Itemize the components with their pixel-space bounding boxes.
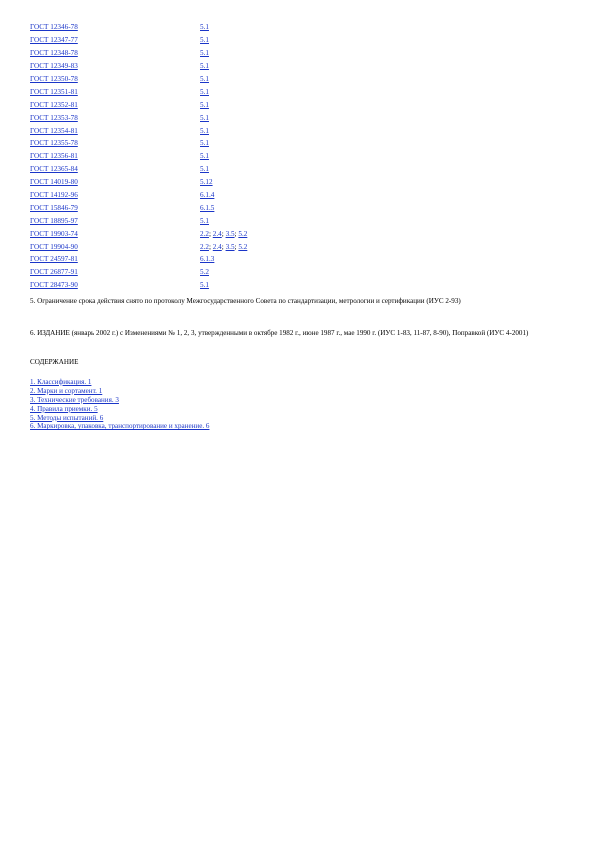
- reference-row: [30, 34, 430, 47]
- standard-link[interactable]: ГОСТ 12350-78: [30, 75, 78, 83]
- reference-clauses-cell: [200, 191, 214, 199]
- reference-standard-cell: [30, 152, 200, 160]
- reference-clauses-cell: [200, 36, 209, 44]
- standard-link[interactable]: ГОСТ 19903-74: [30, 229, 78, 238]
- reference-standard-cell: [30, 281, 200, 289]
- reference-standard-cell: [30, 255, 200, 263]
- clause-link[interactable]: 5.1: [200, 139, 209, 148]
- toc-link[interactable]: 6. Маркировка, упаковка, транспортирование и хранение. 6: [30, 422, 210, 431]
- clause-link[interactable]: 5.12: [200, 178, 213, 187]
- clause-link[interactable]: 5.1: [200, 62, 209, 71]
- standard-link[interactable]: ГОСТ 12349-83: [30, 62, 78, 71]
- standard-link[interactable]: ГОСТ 12347-77: [30, 36, 78, 45]
- reference-row: [30, 111, 430, 124]
- standard-link[interactable]: ГОСТ 12352-81: [30, 100, 78, 109]
- reference-row: [30, 60, 430, 73]
- clause-link[interactable]: 5.1: [200, 87, 209, 96]
- reference-clauses-cell: [200, 152, 209, 160]
- reference-row: [30, 124, 430, 137]
- reference-clauses-cell: [200, 49, 209, 57]
- reference-standard-cell: [30, 62, 200, 70]
- reference-row: [30, 227, 430, 240]
- reference-standard-cell: [30, 75, 200, 83]
- clause-link[interactable]: 5.1: [200, 113, 209, 122]
- standard-link[interactable]: ГОСТ 12356-81: [30, 152, 78, 161]
- clause-link[interactable]: 2.4: [212, 242, 222, 251]
- standard-link[interactable]: ГОСТ 12348-78: [30, 49, 78, 58]
- reference-clauses-cell: [200, 139, 209, 147]
- clause-link[interactable]: 3.5: [225, 242, 235, 251]
- reference-clauses-cell: [200, 23, 209, 31]
- toc-link[interactable]: 1. Классификация. 1: [30, 378, 92, 386]
- reference-row: [30, 150, 430, 163]
- reference-standard-cell: [30, 49, 200, 57]
- reference-clauses-cell: [200, 268, 209, 276]
- toc-link[interactable]: 3. Технические требования. 3: [30, 395, 119, 404]
- toc-item: [30, 378, 330, 387]
- reference-clauses-cell: [200, 88, 209, 96]
- reference-standard-cell: [30, 101, 200, 109]
- reference-row: [30, 137, 430, 150]
- reference-row: [30, 73, 430, 86]
- reference-row: [30, 253, 430, 266]
- clause-link[interactable]: 5.1: [200, 165, 209, 174]
- clause-link[interactable]: 5.1: [200, 75, 209, 83]
- reference-row: [30, 266, 430, 279]
- reference-standard-cell: [30, 114, 200, 122]
- toc-item: [30, 422, 330, 431]
- table-of-contents: [30, 378, 330, 431]
- clause-separator: ;: [221, 229, 226, 238]
- reference-row: [30, 240, 430, 253]
- reference-standard-cell: [30, 204, 200, 212]
- standard-link[interactable]: ГОСТ 14019-80: [30, 178, 78, 187]
- clause-separator: ;: [208, 229, 213, 238]
- reference-clauses-cell: [200, 255, 214, 263]
- paragraph-5: 5. Ограничение срока действия снято по протоколу Межгосударственного Совета по стандартизации, метрологии и сертификации (ИУС 2-93): [30, 297, 461, 305]
- reference-standard-cell: [30, 217, 200, 225]
- clause-link[interactable]: 5.1: [200, 36, 209, 45]
- clause-link[interactable]: 3.5: [225, 229, 235, 238]
- reference-row: [30, 214, 430, 227]
- toc-link[interactable]: 4. Правила приемки. 5: [30, 404, 98, 413]
- toc-item: [30, 405, 330, 414]
- clause-link[interactable]: 6.1.5: [200, 203, 215, 212]
- reference-standard-cell: [30, 139, 200, 147]
- standard-link[interactable]: ГОСТ 28473-90: [30, 281, 78, 290]
- reference-standard-cell: [30, 191, 200, 199]
- clause-link[interactable]: 5.2: [200, 268, 209, 277]
- clause-link[interactable]: 5.1: [200, 216, 209, 225]
- clause-separator: ;: [221, 242, 226, 251]
- clause-link[interactable]: 5.1: [200, 126, 209, 135]
- standard-link[interactable]: ГОСТ 18895-97: [30, 216, 78, 225]
- clause-link[interactable]: 5.2: [238, 242, 248, 251]
- standard-link[interactable]: ГОСТ 12351-81: [30, 87, 78, 96]
- standard-link[interactable]: ГОСТ 15846-79: [30, 203, 78, 212]
- reference-clauses-cell: [200, 114, 209, 122]
- standard-link[interactable]: ГОСТ 19904-90: [30, 242, 78, 251]
- reference-standard-cell: [30, 127, 200, 135]
- reference-clauses-cell: [200, 217, 209, 225]
- clause-link[interactable]: 5.1: [200, 49, 209, 58]
- reference-clauses-cell: [200, 204, 214, 212]
- reference-clauses-cell: [200, 178, 213, 186]
- clause-link[interactable]: 5.1: [200, 23, 209, 32]
- clause-separator: ;: [234, 242, 239, 251]
- reference-standard-cell: [30, 243, 200, 251]
- standard-link[interactable]: ГОСТ 24597-81: [30, 255, 78, 264]
- clause-link[interactable]: 5.2: [238, 229, 248, 238]
- clause-separator: ;: [234, 229, 239, 238]
- standard-link[interactable]: ГОСТ 14192-96: [30, 191, 78, 200]
- clause-link[interactable]: 5.1: [200, 100, 209, 109]
- reference-row: [30, 176, 430, 189]
- clause-separator: ;: [208, 242, 213, 251]
- toc-link[interactable]: 5. Методы испытаний. 6: [30, 413, 104, 422]
- reference-row: [30, 98, 430, 111]
- standard-link[interactable]: ГОСТ 12346-78: [30, 23, 78, 32]
- reference-clauses-cell: [200, 243, 247, 251]
- normative-references-table: [30, 21, 430, 292]
- reference-standard-cell: [30, 88, 200, 96]
- reference-clauses-cell: [200, 62, 209, 70]
- clause-link[interactable]: 2.2: [200, 242, 209, 251]
- standard-link[interactable]: ГОСТ 12354-81: [30, 126, 78, 135]
- reference-row: [30, 189, 430, 202]
- standard-link[interactable]: ГОСТ 12353-78: [30, 113, 78, 122]
- reference-row: [30, 163, 430, 176]
- reference-clauses-cell: [200, 101, 209, 109]
- reference-standard-cell: [30, 23, 200, 31]
- reference-standard-cell: [30, 178, 200, 186]
- clause-link[interactable]: 5.1: [200, 281, 209, 290]
- clause-link[interactable]: 5.1: [200, 152, 209, 161]
- clause-link[interactable]: 6.1.3: [200, 255, 215, 264]
- reference-clauses-cell: [200, 230, 247, 238]
- reference-clauses-cell: [200, 281, 209, 289]
- clause-link[interactable]: 6.1.4: [200, 191, 215, 200]
- toc-item: [30, 396, 330, 405]
- reference-clauses-cell: [200, 165, 209, 173]
- reference-standard-cell: [30, 36, 200, 44]
- standard-link[interactable]: ГОСТ 12365-84: [30, 165, 78, 174]
- reference-clauses-cell: [200, 75, 209, 83]
- reference-row: [30, 85, 430, 98]
- toc-item: [30, 414, 330, 423]
- toc-item: [30, 387, 330, 396]
- paragraph-6: 6. ИЗДАНИЕ (январь 2002 г.) с Изменениями № 1, 2, 3, утвержденными в октябре 1982 г., июне 1987 г., мае 1990 г. (ИУС 1-83, 11-87, 8-90), Поправкой (ИУС 4-2001): [30, 329, 529, 337]
- reference-row: [30, 47, 430, 60]
- reference-standard-cell: [30, 230, 200, 238]
- toc-link[interactable]: 2. Марки и сортамент. 1: [30, 386, 103, 395]
- standard-link[interactable]: ГОСТ 12355-78: [30, 139, 78, 148]
- clause-link[interactable]: 2.4: [212, 229, 222, 238]
- clause-link[interactable]: 2.2: [200, 229, 209, 238]
- toc-title: СОДЕРЖАНИЕ: [30, 358, 79, 366]
- reference-row: [30, 201, 430, 214]
- reference-row: [30, 279, 430, 292]
- reference-clauses-cell: [200, 127, 209, 135]
- reference-standard-cell: [30, 268, 200, 276]
- reference-row: [30, 21, 430, 34]
- reference-standard-cell: [30, 165, 200, 173]
- standard-link[interactable]: ГОСТ 26877-91: [30, 268, 78, 277]
